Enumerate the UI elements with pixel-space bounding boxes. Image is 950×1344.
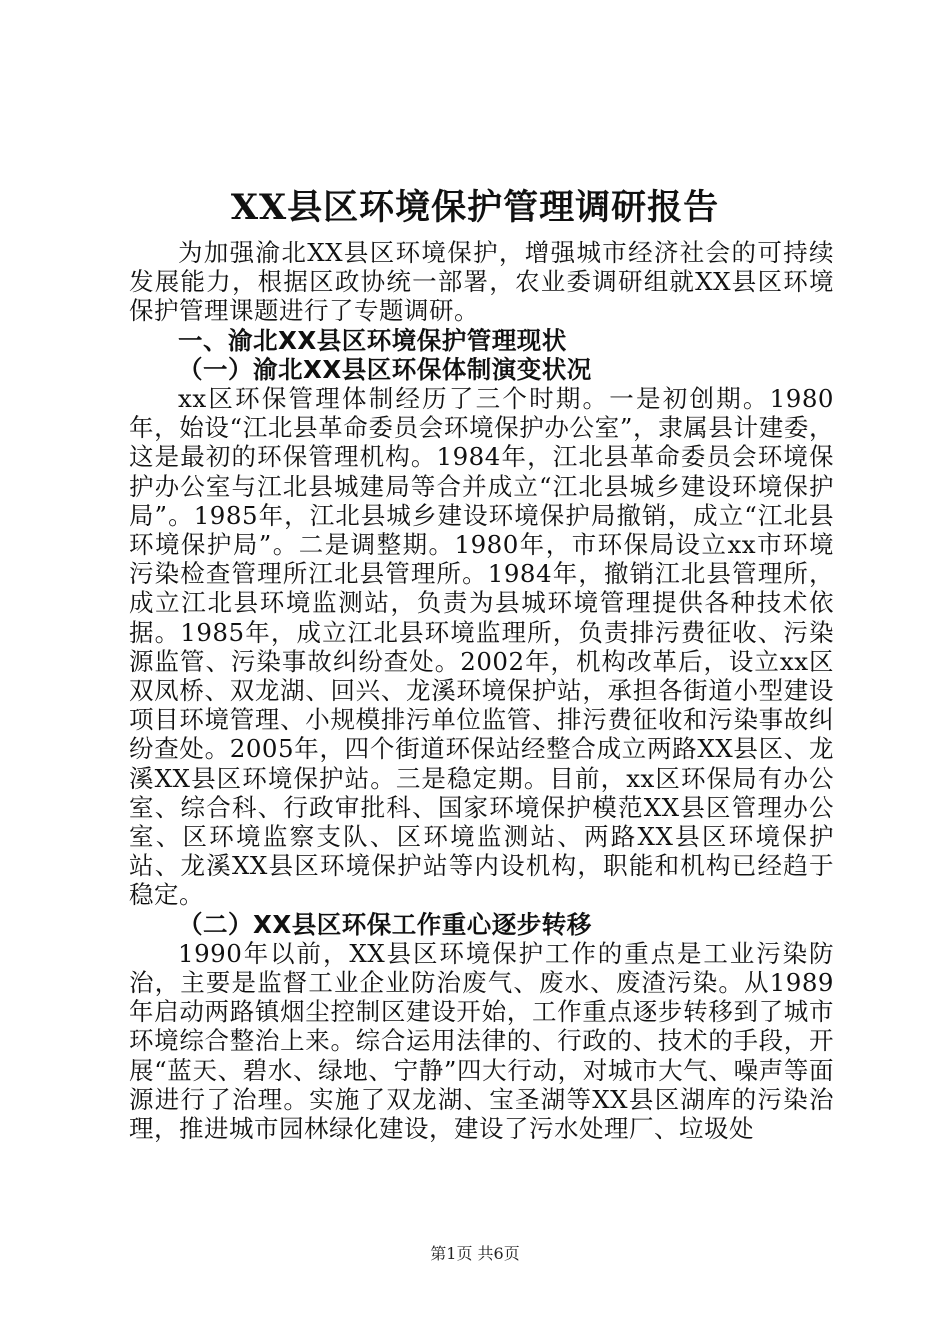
subsection-1-paragraph: xx区环保管理体制经历了三个时期。一是初创期。1980年，始设“江北县革命委员会环境保护办公室”，隶属县计建委，这是最初的环保管理机构。1984年，江北县革命委员会环境保护办公室与江北县城建局等合并成立“江北县城乡建设环境保护局”。1985年，江北县城乡建设环境保护局撤销，成立“江北县环境保护局”。二是调整期。1980年，市环保局设立xx市环境污染检查管理所江北县管理所。1984年，撤销江北县管理所，成立江北县环境监测站，负责为县城环境管理提供各种技术依据。1985年，成立江北县环境监理所，负责排污费征收、污染源监管、污染事故纠纷查处。2002年，机构改革后，设立xx区双凤桥、双龙湖、回兴、龙溪环境保护站，承担各街道小型建设项目环境管理、小规模排污单位监管、排污费征收和污染事故纠纷查处。2005年，四个街道环保站经整合成立两路XX县区、龙溪XX县区环境保护站。三是稳定期。目前，xx区环保局有办公室、综合科、行政审批科、国家环境保护模范XX县区管理办公室、区环境监察支队、区环境监测站、两路XX县区环境保护站、龙溪XX县区环境保护站等内设机构，职能和机构已经趋于稳定。 bbox=[129, 384, 834, 910]
intro-paragraph: 为加强渝北XX县区环境保护，增强城市经济社会的可持续发展能力，根据区政协统一部署，农业委调研组就XX县区环境保护管理课题进行了专题调研。 bbox=[129, 238, 834, 326]
subsection-2-paragraph: 1990年以前，XX县区环境保护工作的重点是工业污染防治，主要是监督工业企业防治废气、废水、废渣污染。从1989年启动两路镇烟尘控制区建设开始，工作重点逐步转移到了城市环境综合整治上来。综合运用法律的、行政的、技术的手段，开展“蓝天、碧水、绿地、宁静”四大行动，对城市大气、噪声等面源进行了治理。实施了双龙湖、宝圣湖等XX县区湖库的污染治理，推进城市园林绿化建设，建设了污水处理厂、垃圾处 bbox=[129, 938, 834, 1144]
section-heading-1: 一、渝北XX县区环境保护管理现状 bbox=[178, 325, 567, 355]
document-title: XX县区环境保护管理调研报告 bbox=[230, 187, 720, 228]
page-number-footer: 第1页 共6页 bbox=[430, 1244, 520, 1263]
document-body bbox=[129, 238, 834, 1143]
subsection-heading-2: （二）XX县区环保工作重心逐步转移 bbox=[178, 909, 592, 939]
subsection-heading-1: （一）渝北XX县区环保体制演变状况 bbox=[178, 354, 592, 384]
